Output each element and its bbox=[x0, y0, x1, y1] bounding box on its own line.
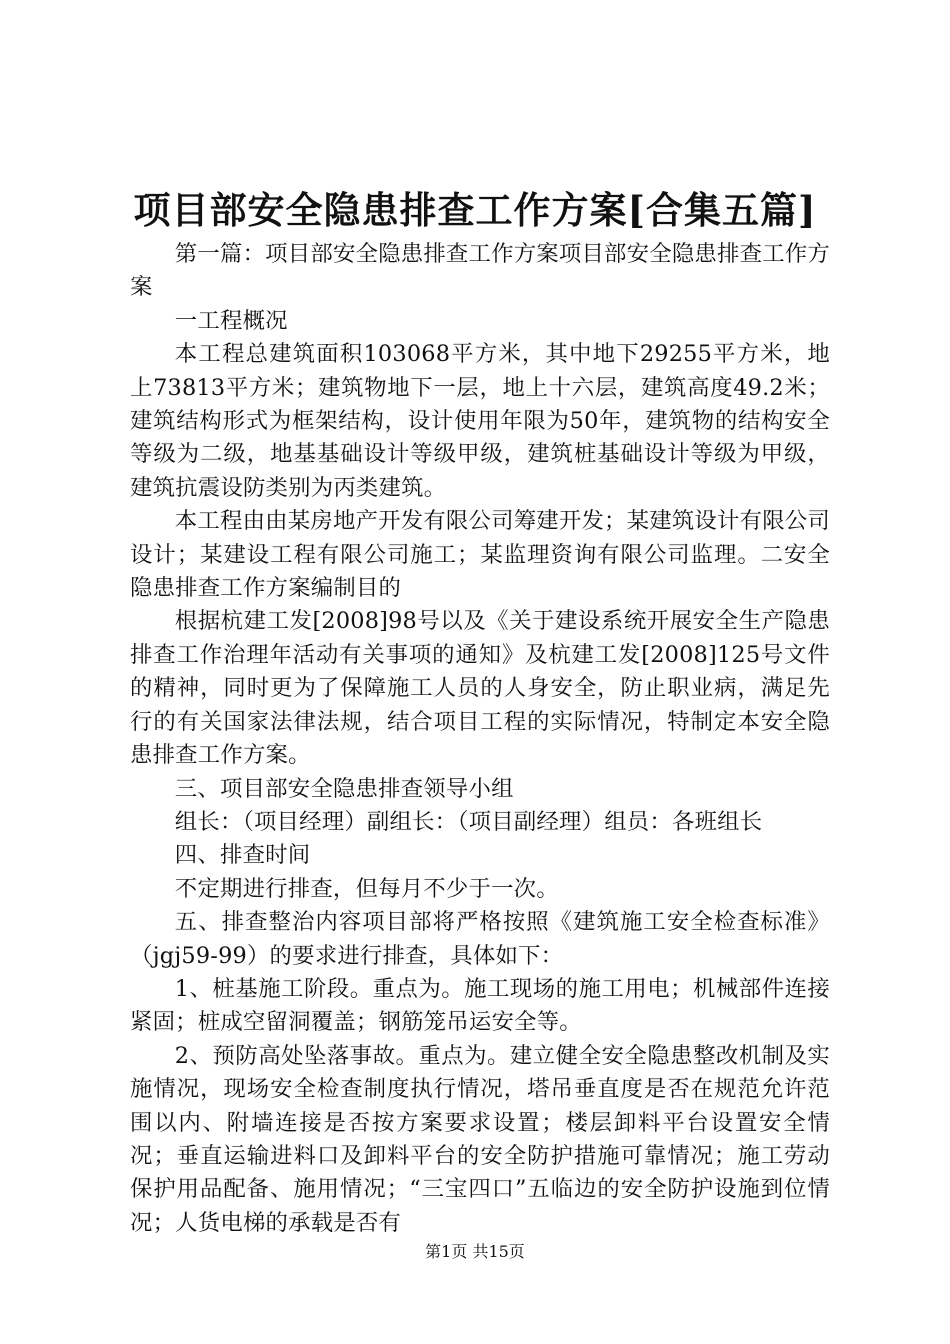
paragraph-basis: 根据杭建工发[2008]98号以及《关于建设系统开展安全生产隐患排查工作治理年活动有关事项的通知》及杭建工发[2008]125号文件的精神，同时更为了保障施工人员的人身安全，防止职业病，满足先行的有关国家法律法规，结合项目工程的实际情况，特制定本安全隐患排查工作方案。 bbox=[130, 608, 830, 769]
document-body bbox=[130, 238, 830, 1240]
page-footer: 第1页 共15页 bbox=[425, 1242, 525, 1261]
section-heading-overview: 一工程概况 bbox=[174, 307, 288, 334]
paragraph-leadership: 组长：（项目经理）副组长：（项目副经理）组员：各班组长 bbox=[174, 808, 763, 835]
paragraph-content: 五、排查整治内容项目部将严格按照《建筑施工安全检查标准》（jgj59-99）的要求进行排查，具体如下： bbox=[130, 909, 830, 969]
document-title: 项目部安全隐患排查工作方案[合集五篇] bbox=[133, 188, 817, 232]
paragraph-parties: 本工程由由某房地产开发有限公司筹建开发；某建筑设计有限公司设计；某建设工程有限公司施工；某监理资询有限公司监理。二安全隐患排查工作方案编制目的 bbox=[130, 508, 830, 602]
paragraph-intro: 第一篇：项目部安全隐患排查工作方案项目部安全隐患排查工作方案 bbox=[130, 241, 830, 301]
paragraph-item-1: 1、桩基施工阶段。重点为。施工现场的施工用电；机械部件连接紧固；桩成空留洞覆盖；钢筋笼吊运安全等。 bbox=[130, 975, 830, 1036]
section-heading-schedule: 四、排查时间 bbox=[174, 842, 311, 869]
paragraph-item-2: 2、预防高处坠落事故。重点为。建立健全安全隐患整改机制及实施情况，现场安全检查制度执行情况，塔吊垂直度是否在规范允许范围以内、附墙连接是否按方案要求设置；楼层卸料平台设置安全情况；垂直运输进料口及卸料平台的安全防护措施可靠情况；施工劳动保护用品配备、施用情况；“三宝四口”五临边的安全防护设施到位情况；人货电梯的承载是否有 bbox=[130, 1042, 830, 1236]
section-heading-leadership: 三、项目部安全隐患排查领导小组 bbox=[174, 775, 514, 802]
paragraph-overview: 本工程总建筑面积103068平方米，其中地下29255平方米，地上73813平方米；建筑物地下一层，地上十六层，建筑高度49.2米；建筑结构形式为框架结构，设计使用年限为50年，建筑物的结构安全等级为二级，地基基础设计等级甲级，建筑桩基础设计等级为甲级，建筑抗震设防类别为丙类建筑。 bbox=[130, 341, 830, 501]
paragraph-schedule: 不定期进行排查，但每月不少于一次。 bbox=[174, 875, 559, 902]
